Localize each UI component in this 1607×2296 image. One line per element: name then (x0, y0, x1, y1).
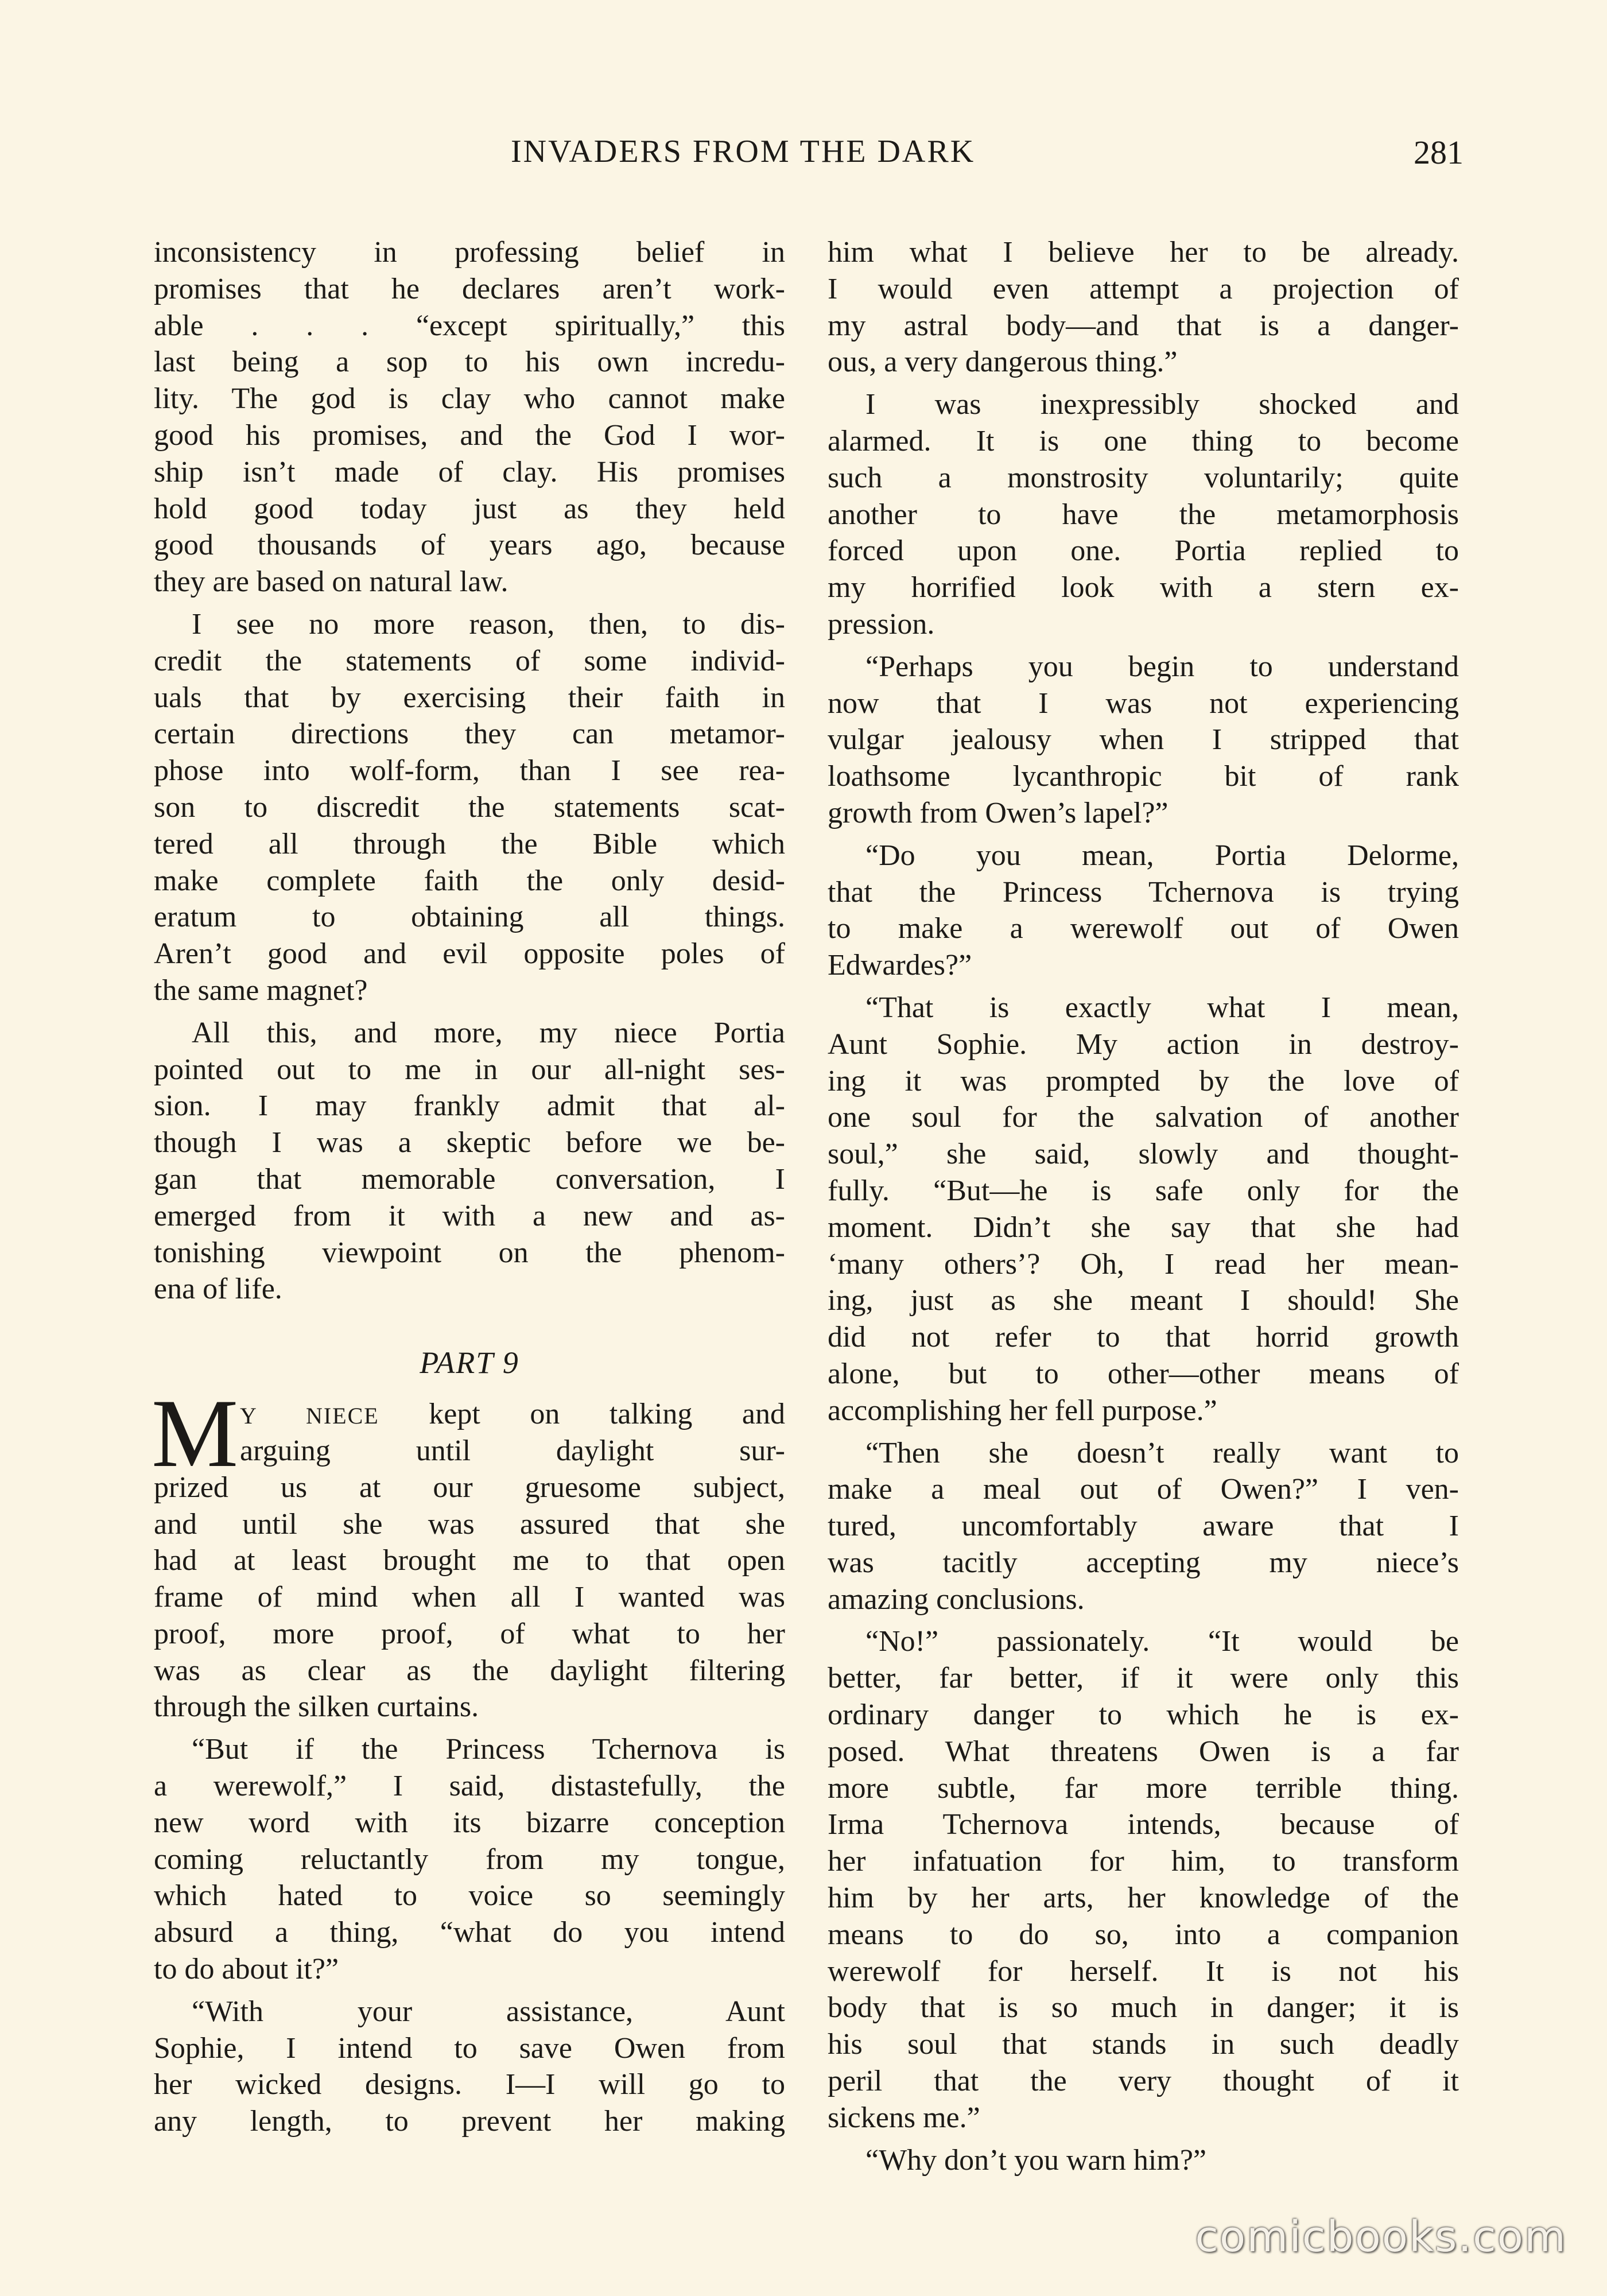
text-line: tered all through the Bible which (154, 827, 785, 860)
text-line: ship isn’t made of clay. His promises (154, 455, 785, 488)
text-line: emerged from it with a new and as- (154, 1199, 785, 1232)
text-line: “Why don’t you warn him?” (865, 2143, 1206, 2177)
text-line: proof, more proof, of what to her (154, 1617, 785, 1650)
text-line: was tacitly accepting my niece’s (828, 1546, 1459, 1579)
paragraph-with-dropcap (152, 1379, 785, 1725)
text-line (154, 1396, 785, 1433)
small-caps-text: Y NIECE (240, 1403, 379, 1429)
text-line: posed. What threatens Owen is a far (828, 1735, 1459, 1768)
text-line: him by her arts, her knowledge of the (828, 1882, 1459, 1915)
text-line: though I was a skeptic before we be- (154, 1126, 785, 1159)
text-line: frame of mind when all I wanted was (154, 1581, 785, 1614)
paragraph (828, 649, 1459, 832)
text-line: sickens me.” (828, 2101, 980, 2134)
text-line: promises that he declares aren’t work- (154, 272, 785, 305)
text-line: my horrified look with a stern ex- (828, 571, 1459, 604)
paragraph (154, 234, 785, 600)
text-line: was as clear as the daylight filtering (154, 1654, 785, 1687)
text-line: Edwardes?” (828, 949, 972, 982)
text-line: her infatuation for him, to transform (828, 1845, 1459, 1878)
paragraph (828, 386, 1459, 643)
text-line: make a meal out of Owen?” I ven- (828, 1473, 1459, 1506)
text-line: absurd a thing, “what do you intend (154, 1916, 785, 1949)
text-line: him what I believe her to be already. (828, 236, 1459, 269)
text-line: werewolf for herself. It is not his (828, 1954, 1459, 1988)
text-line: alone, but to other—other means of (828, 1357, 1459, 1390)
text-line: coming reluctantly from my tongue, (154, 1843, 785, 1876)
left-column (154, 234, 785, 2146)
text-line: forced upon one. Portia replied to (828, 534, 1459, 568)
text-line: one soul for the salvation of another (828, 1101, 1459, 1134)
text-line: new word with its bizarre conception (154, 1806, 785, 1839)
text-line: tured, uncomfortably aware that I (828, 1510, 1459, 1543)
text-line: body that is so much in danger; it is (828, 1991, 1459, 2024)
text-line: I would even attempt a projection of (828, 272, 1459, 305)
text-line: inconsistency in professing belief in (154, 236, 785, 269)
text-line: good his promises, and the God I wor- (154, 418, 785, 452)
text-line: to do about it?” (154, 1953, 339, 1986)
text-line: lity. The god is clay who cannot make (154, 382, 785, 416)
paragraph (828, 2142, 1459, 2179)
text-line: and until she was assured that she (154, 1507, 785, 1541)
text-line: make complete faith the only desid- (154, 864, 785, 897)
section-heading: PART 9 (420, 1345, 519, 1380)
paragraph (828, 234, 1459, 381)
text-line: more subtle, far more terrible thing. (828, 1771, 1459, 1805)
text-line: the same magnet? (154, 974, 368, 1007)
text-line: pression. (828, 607, 935, 641)
paragraph (154, 606, 785, 1009)
text-line: “Then she doesn’t really want to (865, 1436, 1459, 1469)
text-line: another to have the metamorphosis (828, 498, 1459, 531)
text-line: “Do you mean, Portia Delorme, (865, 839, 1459, 872)
text-line: did not refer to that horrid growth (828, 1321, 1459, 1354)
paragraph (154, 1731, 785, 1988)
text-line: ous, a very dangerous thing.” (828, 346, 1178, 379)
text-line: Sophie, I intend to save Owen from (154, 2031, 785, 2065)
text-line: gan that memorable conversation, I (154, 1162, 785, 1196)
text-line: able . . . “except spiritually,” this (154, 309, 785, 342)
text-line: ordinary danger to which he is ex- (828, 1698, 1459, 1732)
text-line: Aren’t good and evil opposite poles of (154, 937, 785, 971)
text-line: any length, to prevent her making (154, 2105, 785, 2138)
paragraph (154, 1015, 785, 1308)
text-fragment: kept on talking and (429, 1398, 785, 1431)
text-line: ing, just as she meant I should! She (828, 1284, 1459, 1317)
text-line: ‘many others’? Oh, I read her mean- (828, 1247, 1459, 1281)
text-line: moment. Didn’t she say that she had (828, 1211, 1459, 1244)
text-line: eratum to obtaining all things. (154, 901, 785, 934)
text-line: amazing conclusions. (828, 1583, 1085, 1616)
text-line: peril that the very thought of it (828, 2065, 1459, 2098)
text-line: fully. “But—he is safe only for the (828, 1174, 1459, 1207)
text-line: sion. I may frankly admit that al- (154, 1089, 785, 1123)
text-line: last being a sop to his own incredu- (154, 346, 785, 379)
text-line: had at least brought me to that open (154, 1544, 785, 1577)
text-line: son to discredit the statements scat- (154, 790, 785, 824)
text-line: his soul that stands in such deadly (828, 2028, 1459, 2061)
text-line: means to do so, into a companion (828, 1918, 1459, 1951)
text-line: soul,” she said, slowly and thought- (828, 1138, 1459, 1171)
text-line: that the Princess Tchernova is trying (828, 875, 1459, 909)
text-line: to make a werewolf out of Owen (828, 912, 1459, 945)
text-line: “Perhaps you begin to understand (865, 650, 1459, 683)
text-line: good thousands of years ago, because (154, 529, 785, 562)
text-line: ena of life. (154, 1273, 282, 1306)
text-line: I was inexpressibly shocked and (865, 388, 1459, 421)
drop-cap: M (152, 1379, 239, 1488)
text-line: my astral body—and that is a danger- (828, 309, 1459, 342)
running-header (155, 133, 1464, 185)
text-line: through the silken curtains. (154, 1690, 479, 1724)
paragraph (154, 1994, 785, 2140)
text-line: loathsome lycanthropic bit of rank (828, 760, 1459, 793)
text-line: vulgar jealousy when I stripped that (828, 723, 1459, 757)
text-line: such a monstrosity voluntarily; quite (828, 461, 1459, 494)
text-line: certain directions they can metamor- (154, 718, 785, 751)
text-line: phose into wolf-form, than I see rea- (154, 754, 785, 788)
text-line: arguing until daylight sur- (240, 1434, 785, 1467)
text-line: alarmed. It is one thing to become (828, 424, 1459, 457)
text-line: uals that by exercising their faith in (154, 681, 785, 714)
text-line: which hated to voice so seemingly (154, 1879, 785, 1913)
text-line: now that I was not experiencing (828, 687, 1459, 720)
dropcap-paragraph-lines (154, 1433, 785, 1725)
text-line: hold good today just as they held (154, 492, 785, 525)
right-column (828, 234, 1459, 2184)
paragraph (828, 1435, 1459, 1618)
text-line: better, far better, if it were only this (828, 1662, 1459, 1695)
text-line: a werewolf,” I said, distastefully, the (154, 1770, 785, 1803)
text-line: prized us at our gruesome subject, (154, 1471, 785, 1504)
text-line: “With your assistance, Aunt (192, 1995, 785, 2028)
text-line: ing it was prompted by the love of (828, 1064, 1459, 1097)
text-line: “That is exactly what I mean, (865, 991, 1459, 1024)
text-line: growth from Owen’s lapel?” (828, 796, 1169, 829)
text-line: All this, and more, my niece Portia (192, 1016, 785, 1049)
text-line: “But if the Princess Tchernova is (192, 1733, 785, 1766)
text-line: they are based on natural law. (154, 565, 509, 599)
text-line: pointed out to me in our all-night ses- (154, 1053, 785, 1086)
text-line: her wicked designs. I—I will go to (154, 2068, 785, 2101)
text-line: credit the statements of some individ- (154, 644, 785, 677)
paragraph (828, 1623, 1459, 2136)
text-line: I see no more reason, then, to dis- (192, 607, 785, 641)
text-line: accomplishing her fell purpose.” (828, 1394, 1217, 1427)
text-line: tonishing viewpoint on the phenom- (154, 1236, 785, 1269)
running-title: INVADERS FROM THE DARK (511, 134, 976, 169)
watermark-logo: comicbooks.com (1195, 2212, 1567, 2262)
page-number: 281 (1414, 134, 1464, 171)
paragraph (828, 990, 1459, 1429)
text-line: “No!” passionately. “It would be (865, 1625, 1459, 1658)
text-line: Irma Tchernova intends, because of (828, 1808, 1459, 1841)
paragraph (828, 837, 1459, 984)
text-line: Aunt Sophie. My action in destroy- (828, 1027, 1459, 1061)
